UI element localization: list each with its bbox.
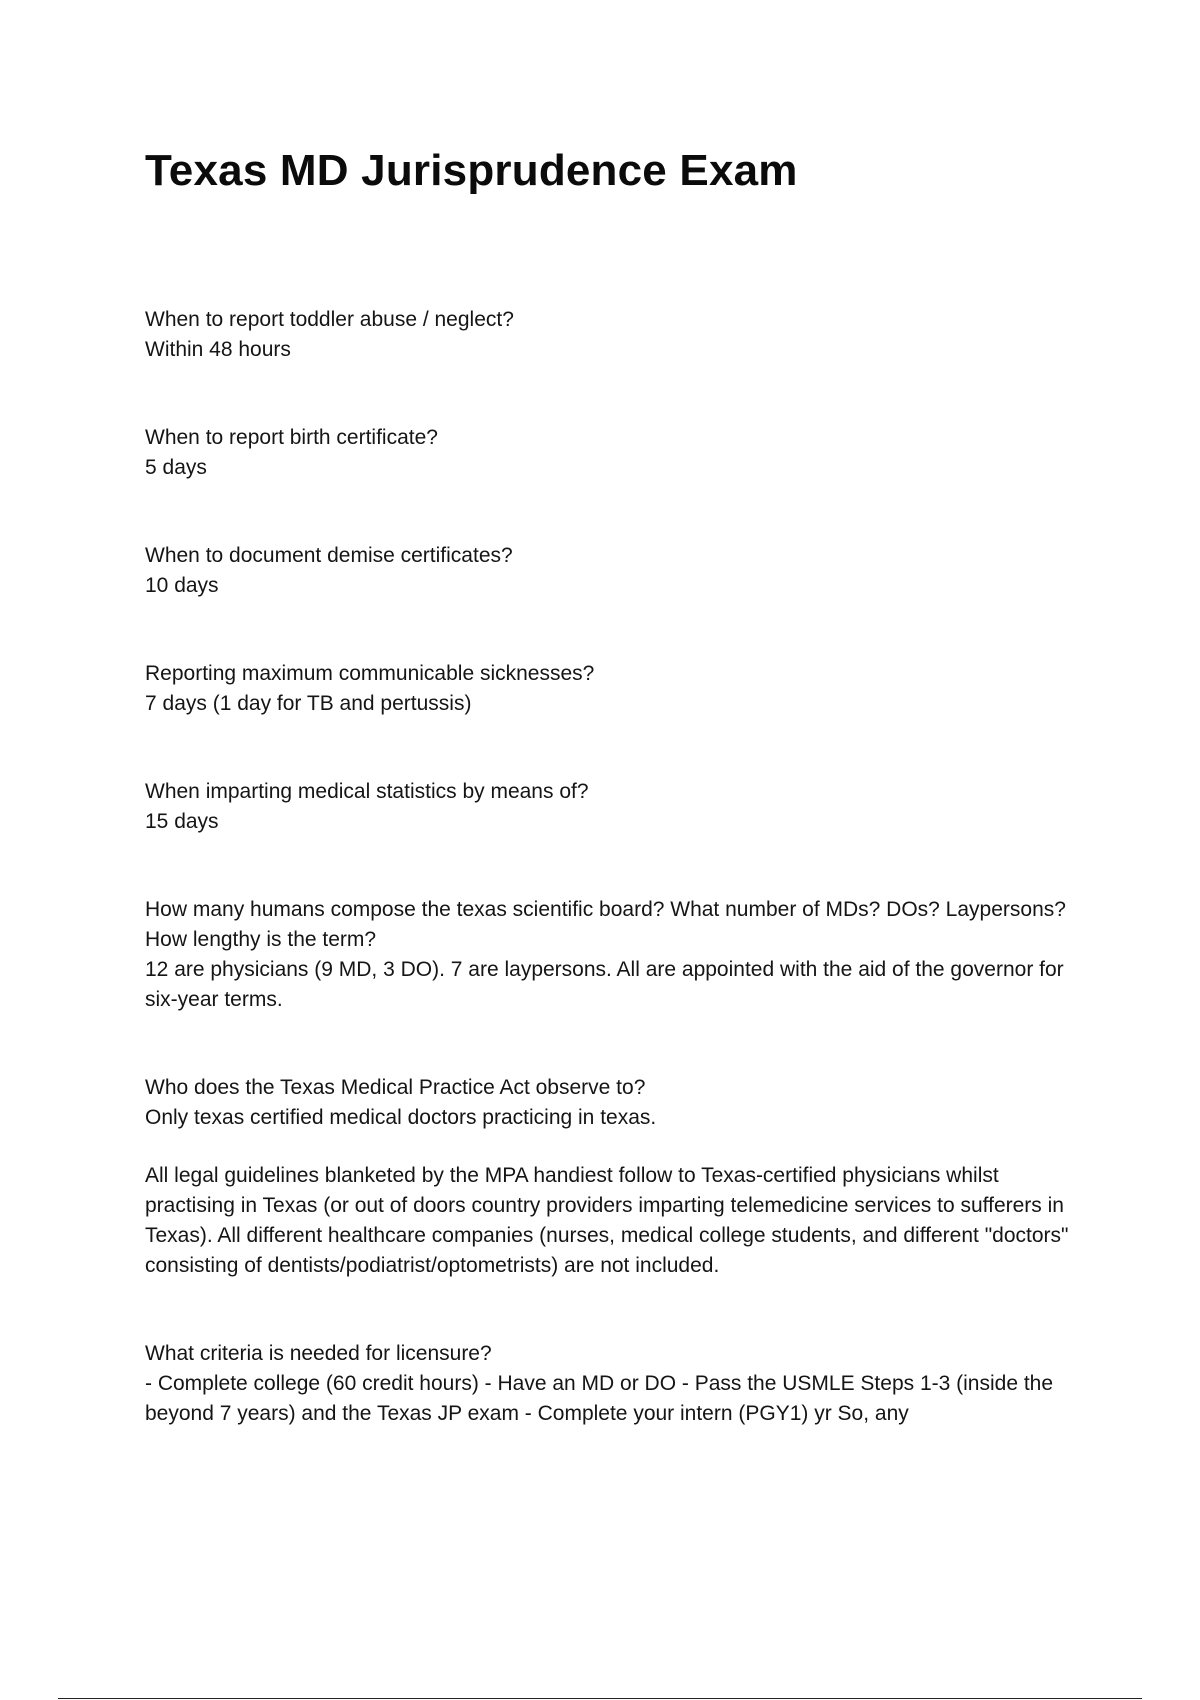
question-text: How many humans compose the texas scientific board? What number of MDs? DOs? Laypersons? How lengthy is the term?	[145, 898, 1066, 951]
qa-item	[145, 1073, 1090, 1133]
answer-text: 15 days	[145, 810, 219, 833]
answer-text: All legal guidelines blanketed by the MPA handiest follow to Texas-certified physicians whilst practising in Texas (or out of doors country providers imparting telemedicine services to sufferers in Texas). All different healthcare companies (nurses, medical college students, and different "doctors" consisting of dentists/podiatrist/optometrists) are not included.	[145, 1164, 1069, 1277]
qa-item	[145, 305, 1090, 365]
question-text: Reporting maximum communicable sicknesses?	[145, 662, 595, 685]
answer-text: 5 days	[145, 456, 207, 479]
qa-item	[145, 1339, 1090, 1429]
answer-text: 7 days (1 day for TB and pertussis)	[145, 692, 472, 715]
qa-item	[145, 541, 1090, 601]
qa-item	[145, 423, 1090, 483]
question-text: When to report toddler abuse / neglect?	[145, 308, 514, 331]
qa-item	[145, 777, 1090, 837]
answer-text: 10 days	[145, 574, 219, 597]
answer-text: Only texas certified medical doctors practicing in texas.	[145, 1106, 657, 1129]
question-text: When to document demise certificates?	[145, 544, 513, 567]
question-text: Who does the Texas Medical Practice Act observe to?	[145, 1076, 646, 1099]
explanation-paragraph	[145, 1161, 1090, 1281]
qa-list	[145, 305, 1090, 1429]
answer-text: 12 are physicians (9 MD, 3 DO). 7 are laypersons. All are appointed with the aid of the governor for six-year terms.	[145, 958, 1064, 1011]
document-title: Texas MD Jurisprudence Exam	[145, 146, 798, 195]
question-text: When imparting medical statistics by means of?	[145, 780, 589, 803]
qa-item	[145, 659, 1090, 719]
question-text: When to report birth certificate?	[145, 426, 438, 449]
footer-divider	[58, 1698, 1142, 1699]
question-text: What criteria is needed for licensure?	[145, 1342, 492, 1365]
answer-text: - Complete college (60 credit hours) - Have an MD or DO - Pass the USMLE Steps 1-3 (inside the beyond 7 years) and the Texas JP exam - Complete your intern (PGY1) yr So, any	[145, 1372, 1054, 1425]
answer-text: Within 48 hours	[145, 338, 291, 361]
qa-item	[145, 895, 1090, 1015]
